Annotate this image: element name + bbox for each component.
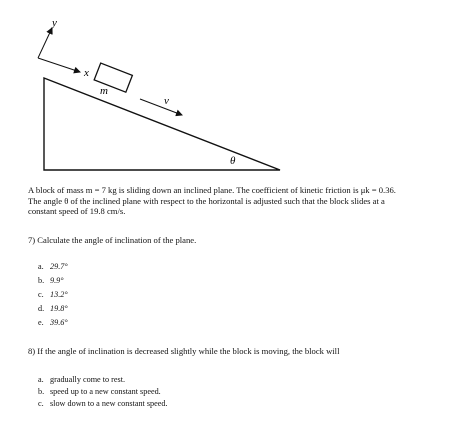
inclined-plane-figure	[0, 0, 457, 180]
option-letter: a.	[38, 262, 44, 271]
q7-option-e	[38, 318, 68, 328]
problem-line: The angle θ of the inclined plane with respect to the horizontal is adjusted such that the block slides at a	[28, 195, 385, 206]
option-value: gradually come to rest.	[50, 375, 126, 384]
q7-option-b	[38, 276, 64, 286]
velocity-arrow	[140, 99, 182, 115]
block-mass-label: m	[100, 85, 108, 97]
x-axis-arrow	[38, 58, 80, 72]
q8-option-a	[38, 375, 125, 385]
option-value: 19.8°	[50, 304, 68, 313]
q7-option-a	[38, 262, 68, 272]
option-value: 29.7°	[50, 262, 68, 271]
question-8: 8) If the angle of inclination is decreased slightly while the block is moving, the block will	[28, 346, 340, 356]
option-value: slow down to a new constant speed.	[50, 399, 168, 408]
q8-option-b	[38, 387, 161, 397]
problem-statement	[28, 185, 438, 217]
option-value: 39.6°	[50, 318, 68, 327]
angle-label: θ	[230, 155, 236, 167]
option-value: 9.9°	[50, 276, 64, 285]
problem-line: A block of mass m = 7 kg is sliding down an inclined plane. The coefficient of kinetic friction is μk = 0.36.	[28, 185, 396, 195]
option-letter: b.	[38, 387, 45, 396]
option-letter: c.	[38, 399, 44, 408]
q7-option-d	[38, 304, 68, 314]
problem-line: constant speed of 19.8 cm/s.	[28, 206, 126, 216]
option-letter: b.	[38, 276, 45, 285]
y-axis-label: y	[52, 17, 57, 29]
option-value: 13.2°	[50, 290, 68, 299]
option-letter: d.	[38, 304, 45, 313]
y-axis-arrow	[38, 28, 52, 58]
incline-triangle	[44, 78, 280, 170]
option-letter: a.	[38, 375, 44, 384]
q8-option-c	[38, 399, 168, 409]
option-value: speed up to a new constant speed.	[50, 387, 161, 396]
velocity-label: v	[164, 95, 169, 107]
x-axis-label: x	[84, 67, 89, 79]
q7-option-c	[38, 290, 68, 300]
question-7: 7) Calculate the angle of inclination of the plane.	[28, 235, 197, 245]
option-letter: c.	[38, 290, 44, 299]
option-letter: e.	[38, 318, 44, 327]
